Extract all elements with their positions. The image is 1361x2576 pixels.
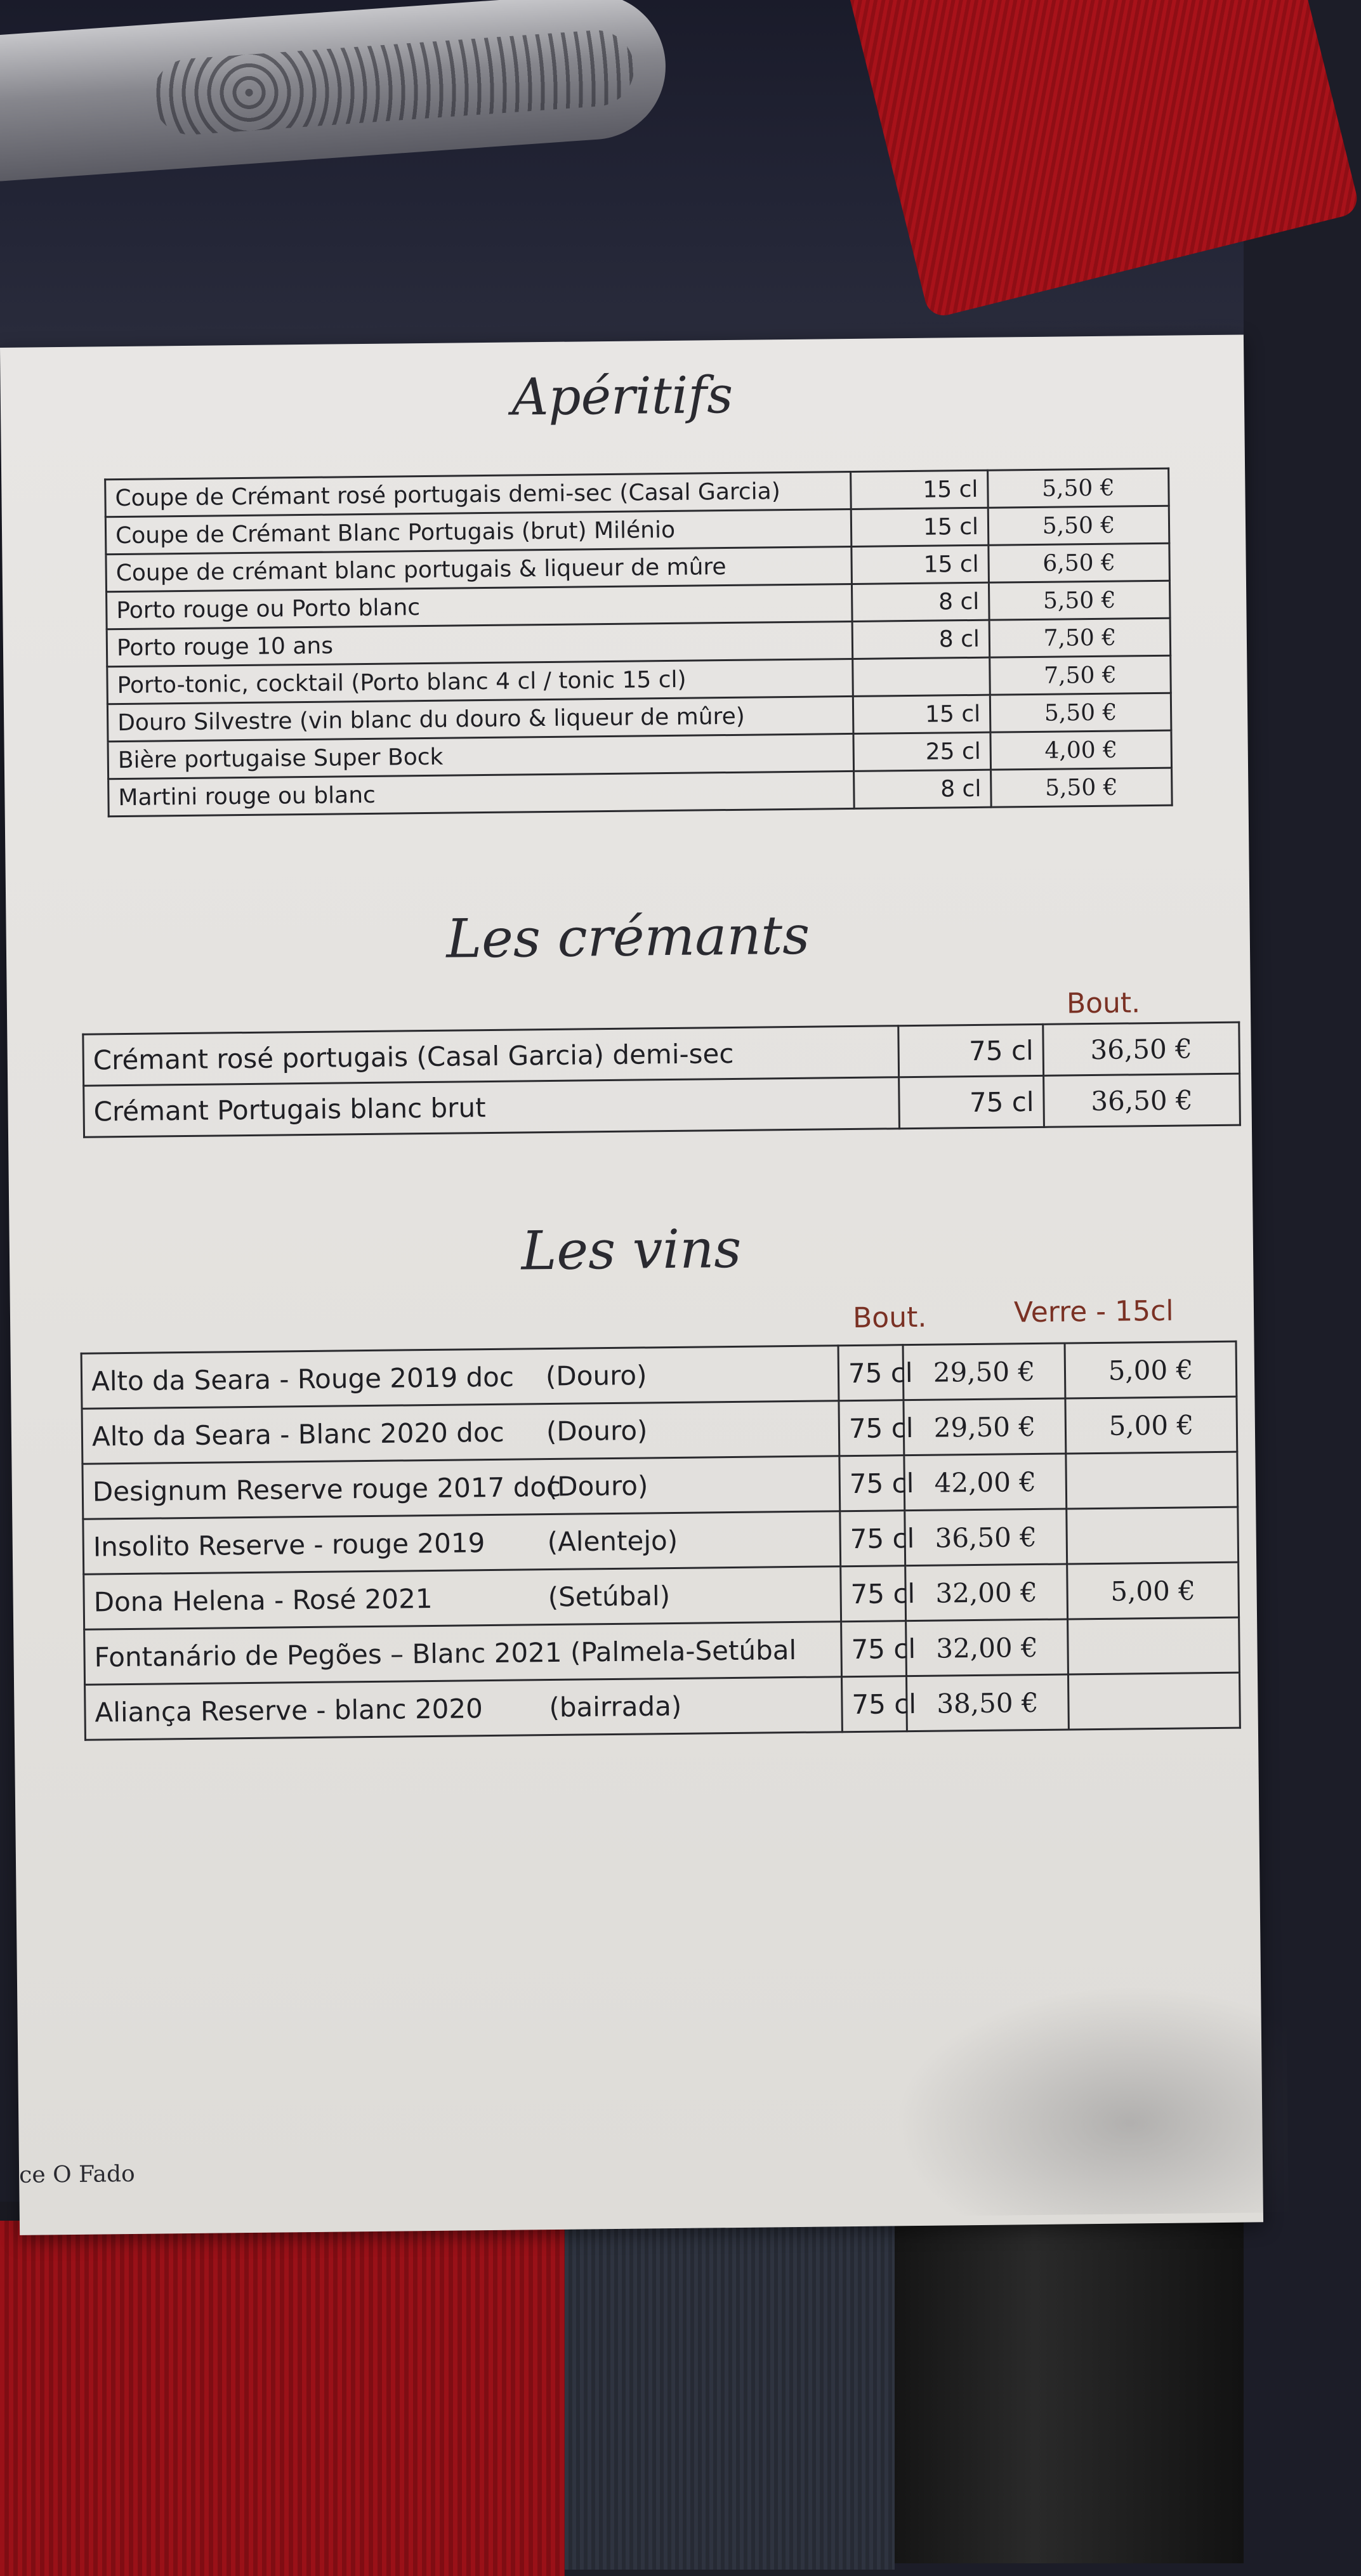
item-quantity: 75 cl (841, 1566, 906, 1622)
item-quantity: 75 cl (841, 1621, 907, 1677)
cremants-table (82, 1022, 1241, 1138)
item-price: 6,50 € (989, 543, 1170, 582)
wine-name: Fontanário de Pegões – Blanc 2021 (Palmela-Setúbal (94, 1634, 797, 1673)
wine-name: Alto da Seara - Blanc 2020 doc (91, 1416, 504, 1452)
bottle-price: 36,50 € (905, 1509, 1067, 1566)
bottle-price: 38,50 € (907, 1674, 1069, 1732)
item-price: 5,50 € (991, 768, 1173, 807)
item-name: Martini rouge ou blanc (108, 771, 855, 816)
vins-table (81, 1341, 1241, 1741)
wine-cell (84, 1622, 842, 1685)
item-quantity: 75 cl (898, 1024, 1044, 1077)
wine-region: (Douro) (546, 1469, 648, 1502)
wine-name: Designum Reserve rouge 2017 doc (92, 1471, 562, 1508)
item-quantity: 15 cl (851, 545, 989, 584)
wine-cell (85, 1677, 843, 1740)
glass-price (1068, 1617, 1240, 1674)
item-price: 5,50 € (988, 506, 1169, 545)
item-price: 4,00 € (990, 730, 1172, 770)
aperitifs-table (104, 468, 1173, 818)
glass-price (1067, 1507, 1239, 1564)
bottle-price: 32,00 € (905, 1564, 1068, 1621)
item-quantity: 25 cl (853, 732, 991, 771)
grey-cloth (565, 2214, 895, 2570)
vins-verre-header: Verre - 15cl (1013, 1294, 1174, 1329)
item-price: 5,50 € (989, 581, 1170, 620)
wine-cell (82, 1456, 840, 1519)
item-name: Bière portugaise Super Bock (108, 733, 854, 779)
wine-name: Dona Helena - Rosé 2021 (93, 1582, 433, 1618)
bottle-price: 32,00 € (906, 1619, 1068, 1676)
wine-cell (82, 1401, 839, 1464)
bottle-price: 29,50 € (904, 1398, 1066, 1456)
item-name: Coupe de Crémant rosé portugais demi-sec (Casal Garcia) (105, 471, 851, 516)
red-placemat (0, 2221, 565, 2576)
cremants-bout-header: Bout. (1066, 987, 1141, 1020)
item-price: 36,50 € (1044, 1074, 1240, 1127)
aperitifs-title: Apéritifs (511, 365, 733, 427)
item-quantity: 15 cl (853, 695, 990, 733)
menu-page (0, 334, 1263, 2235)
vins-bout-header: Bout. (852, 1301, 927, 1335)
glass-price (1068, 1672, 1240, 1730)
item-quantity: 8 cl (852, 620, 990, 659)
wine-cell (84, 1567, 841, 1629)
glass-price (1066, 1452, 1238, 1509)
item-quantity: 75 cl (839, 1400, 904, 1456)
wine-region: (bairrada) (549, 1690, 682, 1723)
item-quantity: 75 cl (899, 1075, 1044, 1128)
item-quantity: 15 cl (851, 470, 989, 509)
item-quantity: 8 cl (854, 770, 992, 808)
item-quantity: 75 cl (839, 1456, 905, 1511)
bottle-price: 29,50 € (903, 1343, 1065, 1400)
item-price: 36,50 € (1043, 1022, 1240, 1075)
glass-price: 5,00 € (1065, 1396, 1237, 1454)
item-price: 5,50 € (990, 693, 1171, 732)
bottle-price: 42,00 € (904, 1454, 1067, 1511)
item-name: Crémant rosé portugais (Casal Garcia) demi-sec (83, 1026, 899, 1086)
red-napkin (844, 0, 1361, 319)
item-price: 5,50 € (988, 468, 1169, 508)
glass-price: 5,00 € (1065, 1341, 1237, 1398)
vins-title: Les vins (521, 1217, 742, 1282)
wine-name: Alto da Seara - Rouge 2019 doc (91, 1361, 515, 1397)
item-quantity (853, 657, 990, 696)
glass-price: 5,00 € (1067, 1562, 1239, 1619)
item-quantity: 15 cl (851, 508, 989, 546)
dark-object (895, 2208, 1244, 2563)
item-name: Porto rouge 10 ans (107, 621, 853, 666)
wine-name: Aliança Reserve - blanc 2020 (95, 1692, 483, 1728)
table-row (85, 1672, 1240, 1740)
wine-cell (81, 1346, 839, 1409)
wine-region: (Alentejo) (547, 1525, 678, 1558)
footer-text: ce O Fado (18, 2160, 135, 2188)
item-quantity: 75 cl (842, 1676, 907, 1732)
item-name: Porto-tonic, cocktail (Porto blanc 4 cl / tonic 15 cl) (107, 659, 853, 704)
item-name: Crémant Portugais blanc brut (84, 1077, 900, 1137)
wine-cell (83, 1511, 841, 1574)
wine-region: (Douro) (546, 1414, 648, 1447)
item-quantity: 75 cl (838, 1345, 904, 1401)
wine-region: (Setúbal) (548, 1580, 671, 1613)
cremants-title: Les crémants (445, 904, 810, 970)
wine-region: (Douro) (545, 1359, 647, 1392)
item-price: 7,50 € (990, 655, 1171, 695)
item-name: Coupe de Crémant Blanc Portugais (brut) Milénio (105, 509, 851, 554)
item-price: 7,50 € (989, 618, 1171, 657)
item-name: Douro Silvestre (vin blanc du douro & liqueur de mûre) (107, 696, 853, 741)
item-quantity: 75 cl (840, 1511, 905, 1567)
item-name: Porto rouge ou Porto blanc (107, 584, 853, 629)
item-quantity: 8 cl (851, 582, 989, 621)
wine-name: Insolito Reserve - rouge 2019 (93, 1527, 485, 1563)
shadow (893, 1984, 1289, 2216)
item-name: Coupe de crémant blanc portugais & liqueur de mûre (106, 546, 852, 591)
